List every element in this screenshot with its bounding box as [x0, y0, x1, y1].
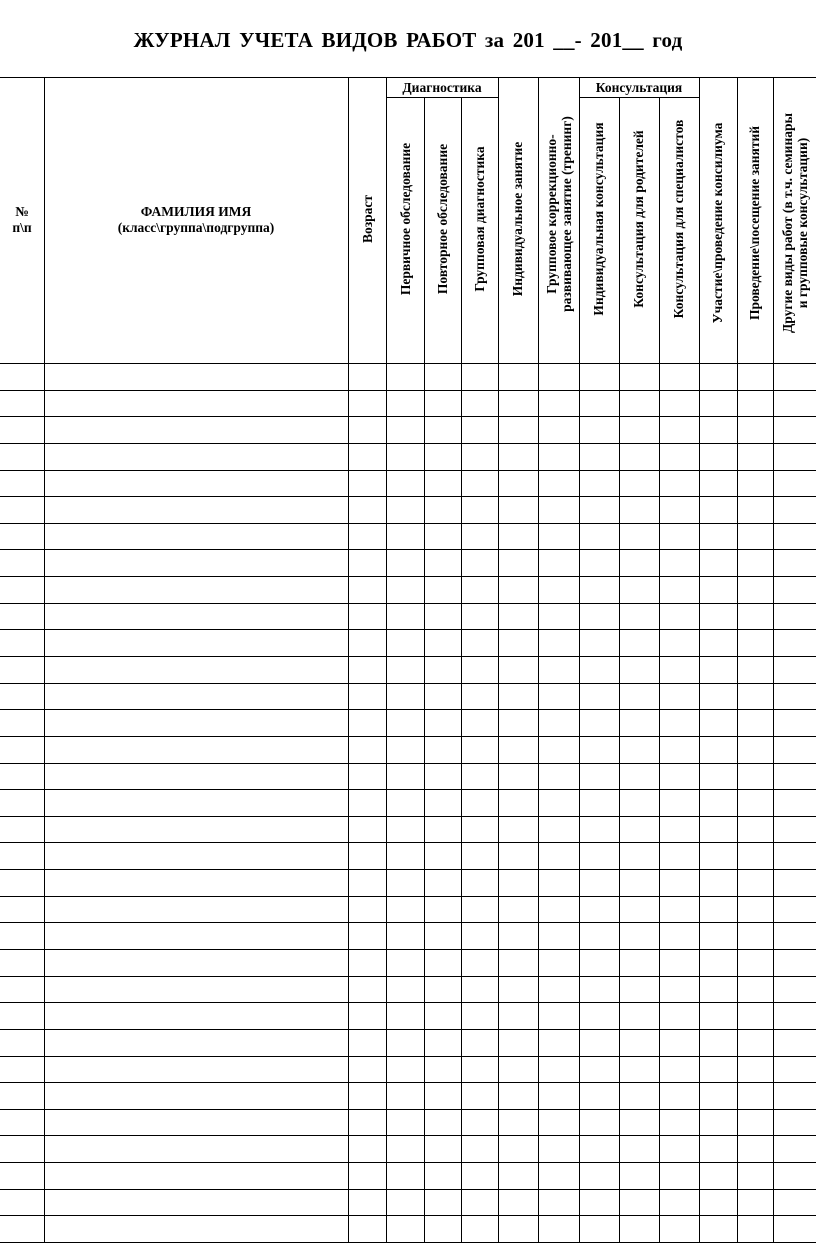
header-individual-consultation: Индивидуальная консультация [591, 122, 606, 316]
column-divider [348, 77, 349, 1242]
column-divider [498, 77, 499, 1242]
header-number: № п\п [12, 204, 32, 235]
column-divider [659, 97, 660, 1242]
table-row-line [0, 443, 816, 444]
table-row-line [0, 1215, 816, 1216]
header-parents-consultation: Консультация для родителей [631, 130, 646, 308]
table-top-border [0, 77, 816, 78]
table-row-line [0, 1082, 816, 1083]
table-row-line [0, 1242, 816, 1243]
header-age: Возраст [360, 194, 375, 244]
table-row-line [0, 656, 816, 657]
table-row-line [0, 1029, 816, 1030]
table-row-line [0, 709, 816, 710]
table-row-line [0, 496, 816, 497]
table-row-line [0, 416, 816, 417]
column-divider [424, 97, 425, 1242]
column-divider [773, 77, 774, 1242]
header-group-correction: Групповое коррекционно- развивающее занятие (тренинг) [544, 116, 574, 312]
header-individual-lesson: Индивидуальное занятие [510, 141, 525, 297]
header-other-work: Другие виды работ (в т.ч. семинары и групповые консультации) [780, 112, 810, 334]
header-specialists-consultation: Консультация для специалистов [671, 119, 686, 319]
table-row-line [0, 869, 816, 870]
table-row-line [0, 736, 816, 737]
header-consultation: Консультация [595, 80, 683, 95]
table-row-line [0, 576, 816, 577]
column-divider [461, 97, 462, 1242]
table-row-line [0, 603, 816, 604]
table-row-line [0, 1189, 816, 1190]
header-primary-exam: Первичное обследование [398, 142, 413, 296]
header-repeat-exam: Повторное обследование [435, 143, 450, 295]
column-divider [538, 77, 539, 1242]
table-row-line [0, 629, 816, 630]
column-divider [619, 97, 620, 1242]
header-lessons-visit: Проведение\посещение занятий [747, 125, 762, 321]
page-title: ЖУРНАЛ УЧЕТА ВИДОВ РАБОТ за 201 __- 201__ год [133, 28, 683, 52]
table-row-line [0, 1109, 816, 1110]
table-row-line [0, 896, 816, 897]
table-row-line [0, 549, 816, 550]
column-divider [699, 77, 700, 1242]
table-row-line [0, 470, 816, 471]
table-row-line [0, 763, 816, 764]
header-council: Участие\проведение консилиума [710, 122, 725, 324]
diagnostics-group-underline [386, 97, 498, 98]
table-row-line [0, 949, 816, 950]
table-row-line [0, 816, 816, 817]
column-divider [737, 77, 738, 1242]
header-diagnostics: Диагностика [402, 80, 482, 95]
table-header-bottom [0, 363, 816, 364]
table-row-line [0, 1002, 816, 1003]
table-row-line [0, 922, 816, 923]
table-row-line [0, 1162, 816, 1163]
table-row-line [0, 390, 816, 391]
consultation-group-underline [579, 97, 699, 98]
table-row-line [0, 1056, 816, 1057]
work-log-table [0, 77, 816, 1242]
header-group-diagnostics: Групповая диагностика [472, 146, 487, 292]
column-divider [579, 77, 580, 1242]
column-divider [44, 77, 45, 1242]
table-row-line [0, 523, 816, 524]
header-name: ФАМИЛИЯ ИМЯ (класс\группа\подгруппа) [117, 204, 275, 235]
table-row-line [0, 683, 816, 684]
column-divider [386, 77, 387, 1242]
table-row-line [0, 976, 816, 977]
table-row-line [0, 789, 816, 790]
table-row-line [0, 1135, 816, 1136]
table-row-line [0, 842, 816, 843]
